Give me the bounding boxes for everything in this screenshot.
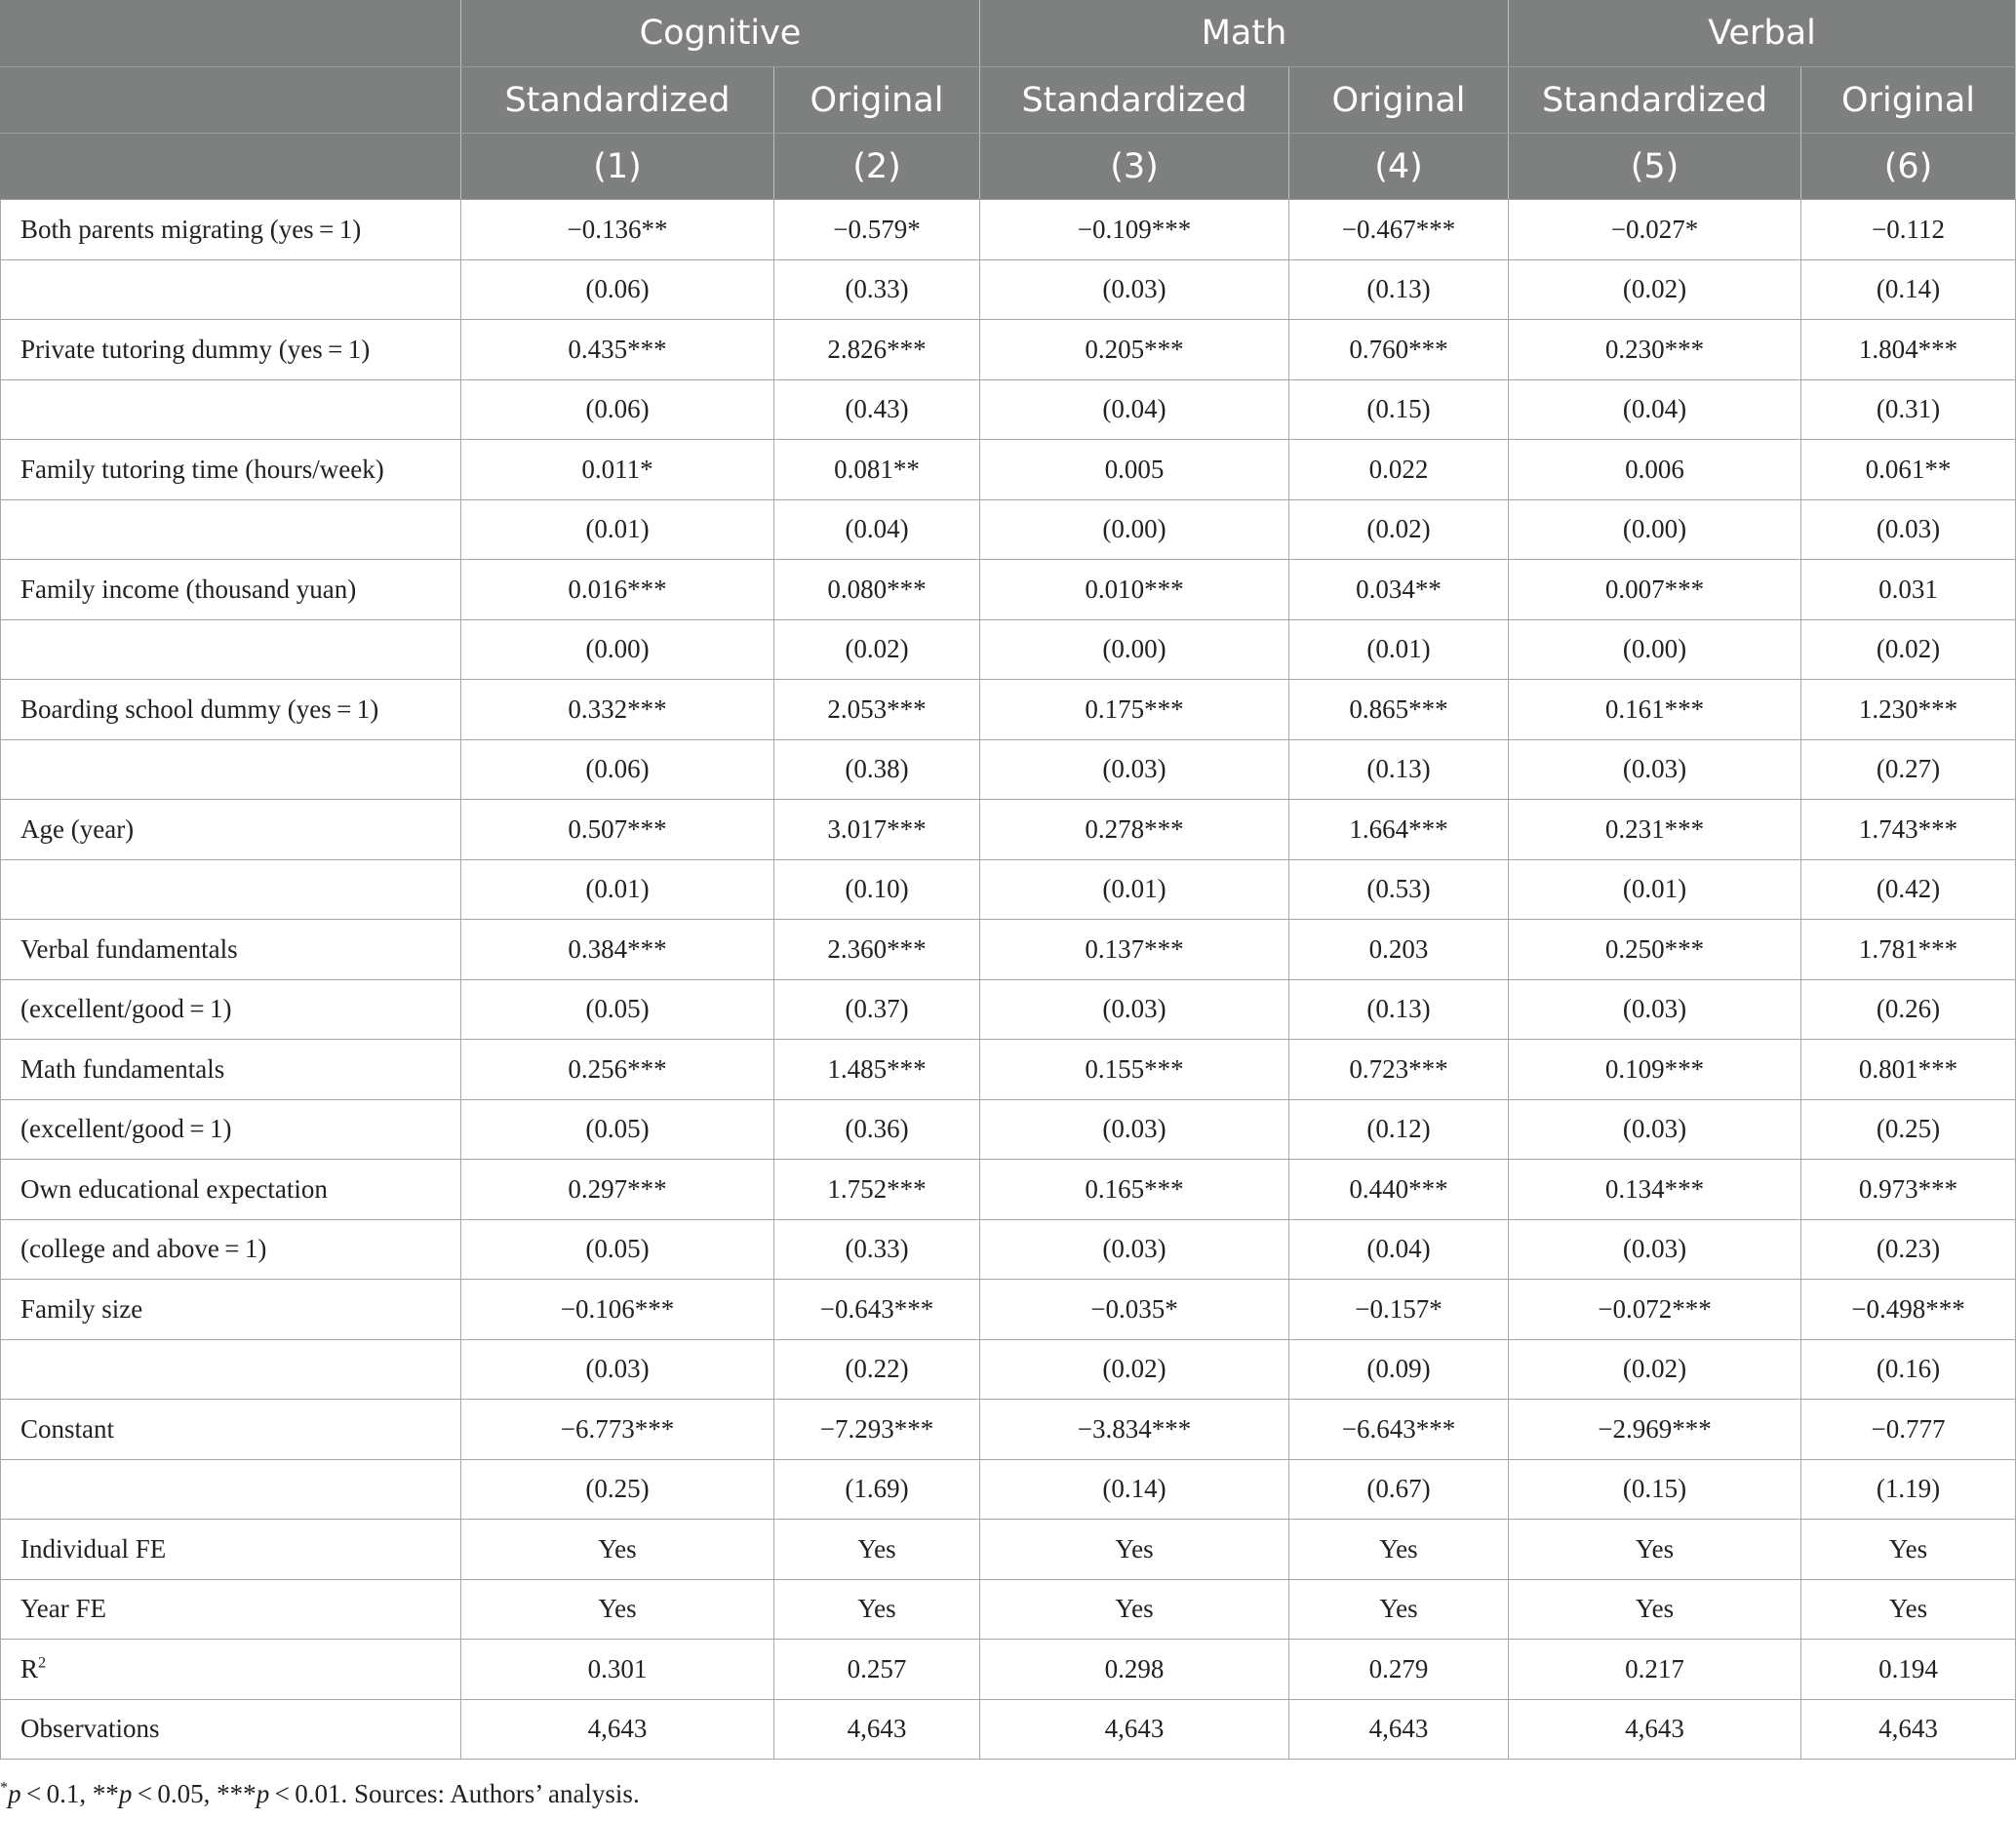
- footnote-superscript: *: [0, 1778, 9, 1797]
- table-row: [1, 440, 2016, 500]
- header-row-subheads: [1, 67, 2016, 134]
- row-label: [1, 1040, 461, 1100]
- table-cell: (0.27): [1801, 739, 2016, 800]
- table-cell: 0.137***: [980, 920, 1289, 980]
- table-cell: 0.022: [1289, 440, 1509, 500]
- table-cell: (0.33): [774, 1219, 980, 1280]
- table-cell: (0.03): [980, 1099, 1289, 1160]
- table-cell: Yes: [461, 1520, 774, 1580]
- row-label: [1, 320, 461, 380]
- table-cell: −0.467***: [1289, 200, 1509, 260]
- table-row: [1, 379, 2016, 440]
- table-cell: 4,643: [1509, 1699, 1801, 1760]
- header-row-col-numbers: [1, 134, 2016, 200]
- row-label: [1, 859, 461, 920]
- row-label-text: Verbal fundamentals: [20, 933, 238, 964]
- table-cell: 0.865***: [1289, 680, 1509, 740]
- footnote-p-symbol: p: [8, 1779, 21, 1808]
- subhead-5: Standardized: [1509, 67, 1801, 134]
- row-label-text: Family size: [20, 1293, 143, 1324]
- table-cell: (0.00): [1509, 619, 1801, 680]
- header-group-verbal: Verbal: [1509, 0, 2016, 67]
- table-cell: (0.02): [1509, 259, 1801, 320]
- table-cell: (1.69): [774, 1459, 980, 1520]
- table-cell: −3.834***: [980, 1400, 1289, 1460]
- row-label-text: Constant: [20, 1413, 115, 1444]
- table-cell: (0.00): [461, 619, 774, 680]
- table-cell: (0.03): [1509, 739, 1801, 800]
- table-cell: (0.67): [1289, 1459, 1509, 1520]
- table-cell: Yes: [461, 1579, 774, 1640]
- table-cell: 0.007***: [1509, 560, 1801, 620]
- table-cell: (0.04): [980, 379, 1289, 440]
- table-cell: (0.04): [1289, 1219, 1509, 1280]
- row-label: [1, 920, 461, 980]
- table-cell: 1.485***: [774, 1040, 980, 1100]
- footnote-p-symbol: p: [256, 1779, 270, 1808]
- table-cell: Yes: [1289, 1579, 1509, 1640]
- table-cell: −0.136**: [461, 200, 774, 260]
- table-cell: 0.016***: [461, 560, 774, 620]
- row-label: [1, 499, 461, 560]
- table-cell: 0.297***: [461, 1160, 774, 1220]
- footnote-text: < 0.05, ***: [132, 1779, 257, 1808]
- row-label-text: Boarding school dummy (yes = 1): [20, 693, 379, 724]
- table-cell: 0.384***: [461, 920, 774, 980]
- subhead-3: Standardized: [980, 67, 1289, 134]
- table-cell: (0.03): [980, 739, 1289, 800]
- table-cell: (0.09): [1289, 1339, 1509, 1400]
- row-label-text: Math fundamentals: [20, 1053, 225, 1084]
- table-cell: 1.664***: [1289, 800, 1509, 860]
- table-cell: (0.01): [1289, 619, 1509, 680]
- table-cell: 1.781***: [1801, 920, 2016, 980]
- table-cell: 0.279: [1289, 1640, 1509, 1700]
- table-cell: 0.205***: [980, 320, 1289, 380]
- table-cell: −6.773***: [461, 1400, 774, 1460]
- header-group-math: Math: [980, 0, 1509, 67]
- table-cell: (0.04): [1509, 379, 1801, 440]
- table-cell: −0.579*: [774, 200, 980, 260]
- table-row: [1, 800, 2016, 860]
- table-cell: (1.19): [1801, 1459, 2016, 1520]
- table-cell: (0.26): [1801, 979, 2016, 1040]
- subhead-6: Original: [1801, 67, 2016, 134]
- row-label: [1, 680, 461, 740]
- table-cell: (0.25): [461, 1459, 774, 1520]
- table-cell: 0.231***: [1509, 800, 1801, 860]
- table-cell: (0.13): [1289, 739, 1509, 800]
- table-cell: 4,643: [1289, 1699, 1509, 1760]
- table-row: [1, 259, 2016, 320]
- col-number-4: (4): [1289, 134, 1509, 200]
- table-cell: −6.643***: [1289, 1400, 1509, 1460]
- table-cell: 0.298: [980, 1640, 1289, 1700]
- table-cell: 0.161***: [1509, 680, 1801, 740]
- table-cell: (0.12): [1289, 1099, 1509, 1160]
- header-blank-cell: [1, 0, 461, 67]
- table-cell: 1.804***: [1801, 320, 2016, 380]
- row-label-text: (excellent/good = 1): [20, 1114, 232, 1144]
- table-cell: (0.00): [980, 499, 1289, 560]
- table-row: [1, 979, 2016, 1040]
- table-cell: 0.250***: [1509, 920, 1801, 980]
- table-cell: −0.777: [1801, 1400, 2016, 1460]
- subhead-2: Original: [774, 67, 980, 134]
- row-label: [1, 1459, 461, 1520]
- table-cell: 0.005: [980, 440, 1289, 500]
- row-label-superscript: 2: [38, 1653, 47, 1672]
- table-cell: (0.01): [461, 499, 774, 560]
- table-row: [1, 320, 2016, 380]
- table-cell: (0.03): [1509, 979, 1801, 1040]
- col-number-6: (6): [1801, 134, 2016, 200]
- row-label-text: Family income (thousand yuan): [20, 574, 357, 604]
- table-cell: 0.801***: [1801, 1040, 2016, 1100]
- row-label: [1, 1339, 461, 1400]
- table-cell: Yes: [1801, 1579, 2016, 1640]
- table-row: [1, 1219, 2016, 1280]
- row-label-text: R: [20, 1653, 39, 1683]
- table-row: [1, 499, 2016, 560]
- table-header: [1, 0, 2016, 200]
- table-cell: Yes: [980, 1579, 1289, 1640]
- table-row: [1, 920, 2016, 980]
- table-cell: 1.230***: [1801, 680, 2016, 740]
- table-cell: (0.04): [774, 499, 980, 560]
- table-cell: (0.01): [980, 859, 1289, 920]
- table-cell: 0.760***: [1289, 320, 1509, 380]
- table-row: [1, 1040, 2016, 1100]
- row-label-text: Private tutoring dummy (yes = 1): [20, 334, 371, 364]
- table-cell: (0.03): [1509, 1099, 1801, 1160]
- table-cell: (0.14): [980, 1459, 1289, 1520]
- table-body: [1, 200, 2016, 1760]
- table-cell: (0.05): [461, 1219, 774, 1280]
- table-cell: (0.03): [980, 259, 1289, 320]
- header-blank-cell: [1, 67, 461, 134]
- table-cell: 0.031: [1801, 560, 2016, 620]
- table-cell: Yes: [1801, 1520, 2016, 1580]
- table-footnote: [0, 1779, 640, 1809]
- table-cell: (0.03): [1509, 1219, 1801, 1280]
- table-cell: (0.16): [1801, 1339, 2016, 1400]
- row-label-text: Observations: [20, 1714, 160, 1744]
- table-cell: (0.13): [1289, 979, 1509, 1040]
- table-cell: Yes: [1509, 1520, 1801, 1580]
- row-label-text: Own educational expectation: [20, 1173, 328, 1204]
- table-cell: (0.15): [1289, 379, 1509, 440]
- table-cell: −0.109***: [980, 200, 1289, 260]
- row-label: [1, 1699, 461, 1760]
- table-cell: 1.752***: [774, 1160, 980, 1220]
- table-cell: (0.13): [1289, 259, 1509, 320]
- table-cell: −0.035*: [980, 1280, 1289, 1340]
- row-label-text: Family tutoring time (hours/week): [20, 454, 384, 484]
- row-label-text: Individual FE: [20, 1533, 167, 1564]
- table-cell: Yes: [980, 1520, 1289, 1580]
- table-cell: 0.061**: [1801, 440, 2016, 500]
- table-cell: 1.743***: [1801, 800, 2016, 860]
- table-cell: 0.973***: [1801, 1160, 2016, 1220]
- table-cell: (0.03): [461, 1339, 774, 1400]
- row-label: [1, 560, 461, 620]
- row-label: [1, 1400, 461, 1460]
- table-cell: 0.034**: [1289, 560, 1509, 620]
- row-label: [1, 1640, 461, 1700]
- table-cell: 0.194: [1801, 1640, 2016, 1700]
- table-row: [1, 1400, 2016, 1460]
- col-number-3: (3): [980, 134, 1289, 200]
- col-number-1: (1): [461, 134, 774, 200]
- table-cell: (0.02): [980, 1339, 1289, 1400]
- table-cell: (0.03): [980, 979, 1289, 1040]
- table-cell: −0.027*: [1509, 200, 1801, 260]
- col-number-5: (5): [1509, 134, 1801, 200]
- table-cell: 4,643: [461, 1699, 774, 1760]
- table-row: [1, 1280, 2016, 1340]
- row-label-text: Age (year): [20, 813, 135, 844]
- table-row: [1, 1160, 2016, 1220]
- table-cell: 4,643: [774, 1699, 980, 1760]
- row-label: [1, 1160, 461, 1220]
- row-label: [1, 1579, 461, 1640]
- row-label-text: Year FE: [20, 1594, 107, 1624]
- table-cell: Yes: [774, 1579, 980, 1640]
- table-row: [1, 619, 2016, 680]
- row-label-text: Both parents migrating (yes = 1): [20, 214, 362, 244]
- header-group-cognitive: Cognitive: [461, 0, 980, 67]
- table-cell: (0.05): [461, 979, 774, 1040]
- row-label: [1, 739, 461, 800]
- table-cell: (0.53): [1289, 859, 1509, 920]
- table-cell: 0.507***: [461, 800, 774, 860]
- row-label: [1, 379, 461, 440]
- table-cell: 0.217: [1509, 1640, 1801, 1700]
- row-label-text: (excellent/good = 1): [20, 994, 232, 1024]
- table-row: [1, 1459, 2016, 1520]
- table-cell: 2.826***: [774, 320, 980, 380]
- table-cell: −0.643***: [774, 1280, 980, 1340]
- table-cell: 0.203: [1289, 920, 1509, 980]
- table-row: [1, 739, 2016, 800]
- table-cell: 2.053***: [774, 680, 980, 740]
- footnote-text: < 0.1, **: [20, 1779, 119, 1808]
- table-row: [1, 1520, 2016, 1580]
- table-cell: 3.017***: [774, 800, 980, 860]
- table-cell: (0.05): [461, 1099, 774, 1160]
- table-cell: Yes: [1289, 1520, 1509, 1580]
- table-cell: (0.22): [774, 1339, 980, 1400]
- table-cell: (0.38): [774, 739, 980, 800]
- table-cell: −2.969***: [1509, 1400, 1801, 1460]
- table-cell: (0.42): [1801, 859, 2016, 920]
- table-row: [1, 1699, 2016, 1760]
- row-label: [1, 979, 461, 1040]
- table-row: [1, 1339, 2016, 1400]
- table-cell: 0.723***: [1289, 1040, 1509, 1100]
- table-cell: −0.157*: [1289, 1280, 1509, 1340]
- table-cell: 0.435***: [461, 320, 774, 380]
- table-cell: (0.02): [1509, 1339, 1801, 1400]
- table-cell: (0.33): [774, 259, 980, 320]
- row-label: [1, 800, 461, 860]
- table-cell: 0.278***: [980, 800, 1289, 860]
- row-label-text: (college and above = 1): [20, 1234, 267, 1264]
- table-cell: 0.165***: [980, 1160, 1289, 1220]
- table-cell: 0.230***: [1509, 320, 1801, 380]
- table-cell: 0.109***: [1509, 1040, 1801, 1100]
- table-row: [1, 200, 2016, 260]
- table-row: [1, 560, 2016, 620]
- table-cell: (0.00): [980, 619, 1289, 680]
- table-cell: −0.498***: [1801, 1280, 2016, 1340]
- header-blank-cell: [1, 134, 461, 200]
- table-cell: 0.332***: [461, 680, 774, 740]
- table-cell: (0.14): [1801, 259, 2016, 320]
- table-cell: (0.02): [774, 619, 980, 680]
- table-row: [1, 1640, 2016, 1700]
- table-cell: (0.02): [1289, 499, 1509, 560]
- row-label: [1, 259, 461, 320]
- table-cell: (0.15): [1509, 1459, 1801, 1520]
- table-cell: 0.081**: [774, 440, 980, 500]
- table-cell: 0.080***: [774, 560, 980, 620]
- table-cell: (0.01): [1509, 859, 1801, 920]
- table-cell: (0.03): [980, 1219, 1289, 1280]
- col-number-2: (2): [774, 134, 980, 200]
- row-label: [1, 200, 461, 260]
- table-cell: 0.006: [1509, 440, 1801, 500]
- table-cell: 0.010***: [980, 560, 1289, 620]
- table-cell: (0.06): [461, 379, 774, 440]
- table-cell: (0.25): [1801, 1099, 2016, 1160]
- table-cell: 0.440***: [1289, 1160, 1509, 1220]
- table-cell: 0.134***: [1509, 1160, 1801, 1220]
- subhead-4: Original: [1289, 67, 1509, 134]
- table-cell: 0.257: [774, 1640, 980, 1700]
- subhead-1: Standardized: [461, 67, 774, 134]
- table-cell: (0.36): [774, 1099, 980, 1160]
- table-cell: (0.03): [1801, 499, 2016, 560]
- row-label: [1, 1219, 461, 1280]
- table-cell: (0.00): [1509, 499, 1801, 560]
- table-cell: (0.02): [1801, 619, 2016, 680]
- table-cell: Yes: [1509, 1579, 1801, 1640]
- row-label: [1, 1280, 461, 1340]
- table-cell: 0.011*: [461, 440, 774, 500]
- footnote-text: < 0.01. Sources: Authors’ analysis.: [269, 1779, 640, 1808]
- table-row: [1, 1099, 2016, 1160]
- table-cell: 2.360***: [774, 920, 980, 980]
- table-cell: −0.112: [1801, 200, 2016, 260]
- table-cell: (0.43): [774, 379, 980, 440]
- table-cell: −0.106***: [461, 1280, 774, 1340]
- header-row-groups: [1, 0, 2016, 67]
- table-cell: 4,643: [980, 1699, 1289, 1760]
- row-label: [1, 1520, 461, 1580]
- row-label: [1, 1099, 461, 1160]
- footnote-p-symbol: p: [118, 1779, 133, 1808]
- table-row: [1, 1579, 2016, 1640]
- table-cell: −7.293***: [774, 1400, 980, 1460]
- table-row: [1, 859, 2016, 920]
- table-cell: (0.01): [461, 859, 774, 920]
- table-cell: (0.31): [1801, 379, 2016, 440]
- table-cell: (0.23): [1801, 1219, 2016, 1280]
- table-cell: 4,643: [1801, 1699, 2016, 1760]
- table-cell: (0.10): [774, 859, 980, 920]
- table-cell: Yes: [774, 1520, 980, 1580]
- table-cell: (0.06): [461, 259, 774, 320]
- table-cell: (0.06): [461, 739, 774, 800]
- table-row: [1, 680, 2016, 740]
- row-label: [1, 619, 461, 680]
- table-cell: 0.155***: [980, 1040, 1289, 1100]
- table-cell: 0.301: [461, 1640, 774, 1700]
- table-cell: (0.37): [774, 979, 980, 1040]
- row-label: [1, 440, 461, 500]
- table-cell: 0.256***: [461, 1040, 774, 1100]
- table-cell: −0.072***: [1509, 1280, 1801, 1340]
- table-cell: 0.175***: [980, 680, 1289, 740]
